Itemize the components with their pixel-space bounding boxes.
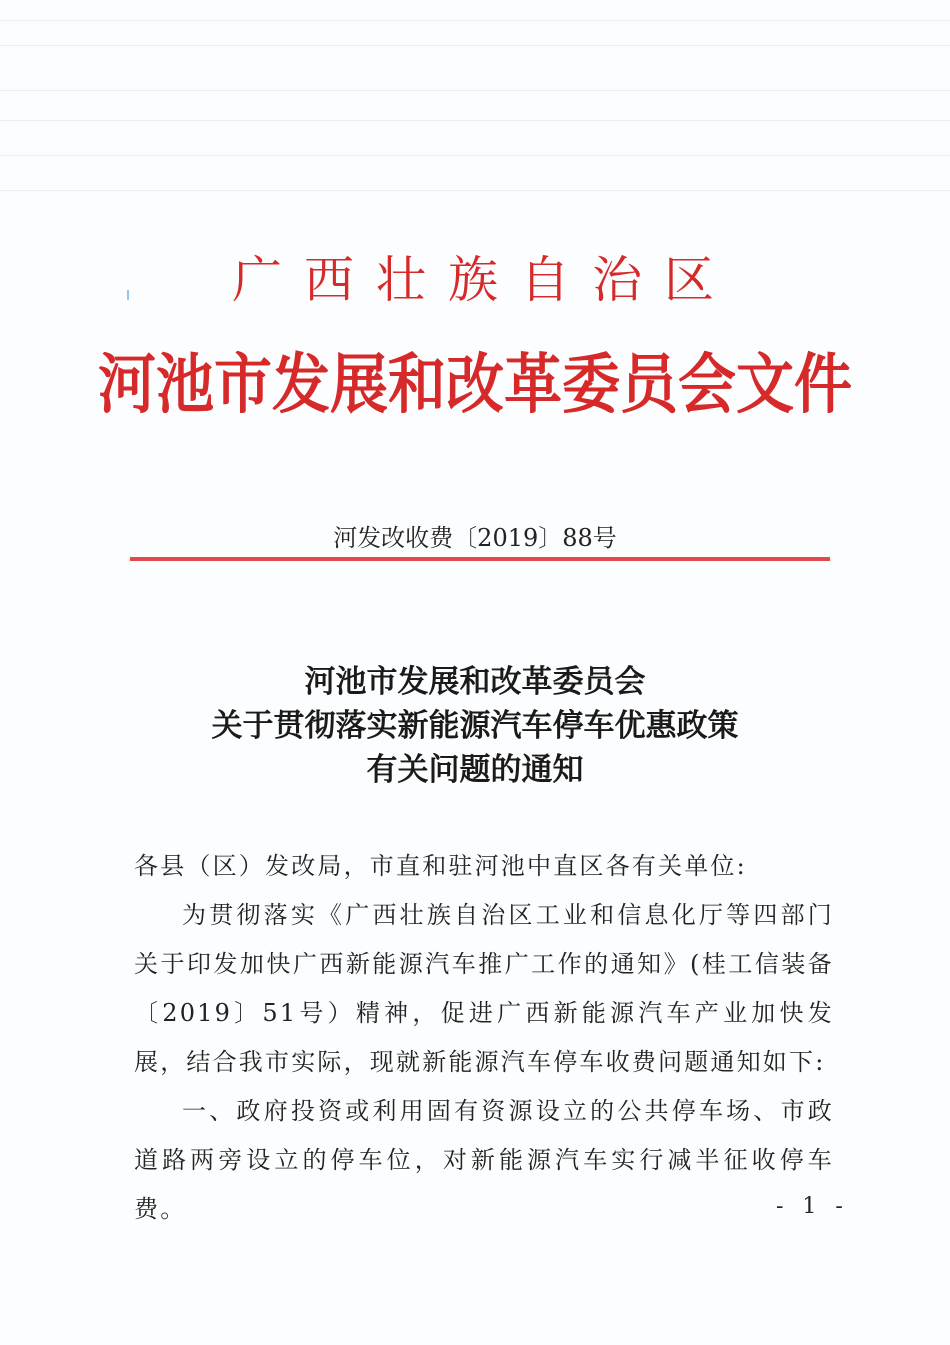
scan-bleed-line bbox=[0, 120, 950, 121]
scan-bleed-line bbox=[0, 20, 950, 21]
title-line-3: 有关问题的通知 bbox=[366, 752, 584, 788]
page-number: - 1 - bbox=[776, 1194, 849, 1219]
document-number: 河发改收费〔2019〕88号 bbox=[333, 524, 617, 552]
body-paragraph: 一、政府投资或利用固有资源设立的公共停车场、市政道路两旁设立的停车位，对新能源汽车实行减半征收停车费。 bbox=[134, 1097, 834, 1223]
scan-bleed-line bbox=[0, 90, 950, 91]
scan-bleed-line bbox=[0, 190, 950, 191]
issuer-name-header: 河池市发展和改革委员会文件 bbox=[97, 345, 852, 423]
document-title bbox=[0, 660, 950, 792]
document-body bbox=[134, 842, 834, 1234]
salutation: 各县（区）发改局，市直和驻河池中直区各有关单位: bbox=[134, 852, 747, 880]
scan-bleed-line bbox=[0, 45, 950, 46]
issuer-region-header: 广西壮族自治区 bbox=[232, 251, 736, 309]
red-divider-rule bbox=[130, 557, 830, 561]
scan-bleed-line bbox=[0, 155, 950, 156]
title-line-2: 关于贯彻落实新能源汽车停车优惠政策 bbox=[211, 708, 739, 744]
title-line-1: 河池市发展和改革委员会 bbox=[304, 664, 646, 700]
body-paragraph: 为贯彻落实《广西壮族自治区工业和信息化厅等四部门关于印发加快广西新能源汽车推广工作的通知》(桂工信装备〔2019〕51号）精神，促进广西新能源汽车产业加快发展，结合我市实际，现就新能源汽车停车收费问题通知如下: bbox=[134, 901, 834, 1076]
